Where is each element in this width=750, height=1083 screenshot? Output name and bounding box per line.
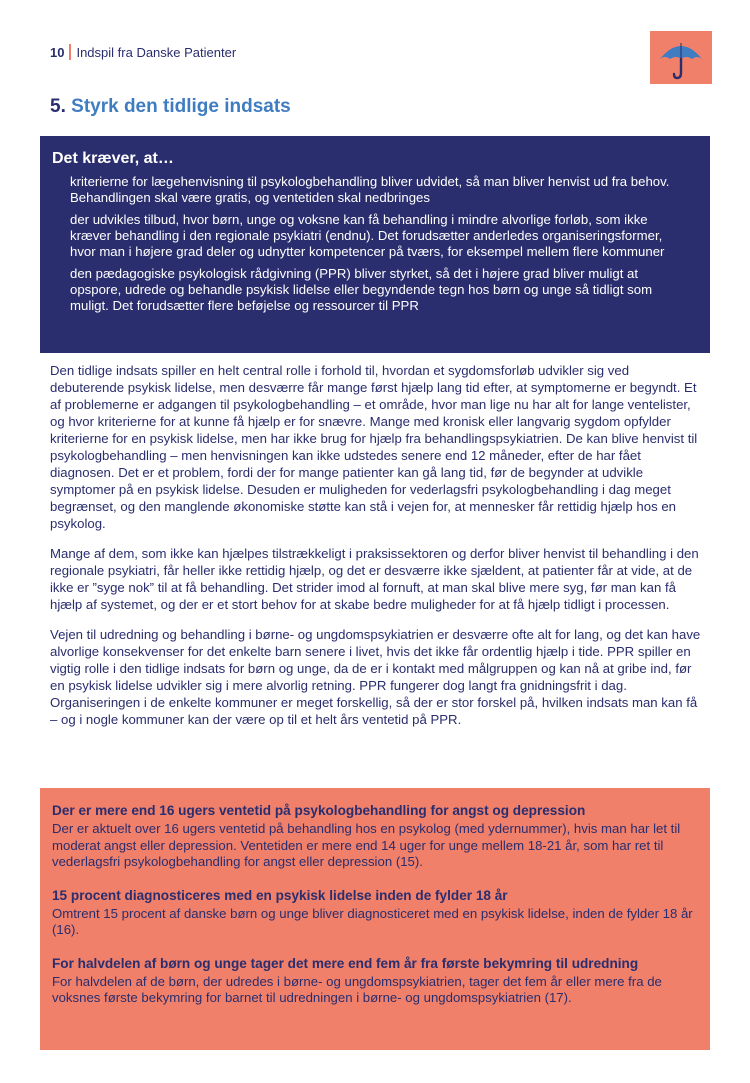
fact-text: Der er aktuelt over 16 ugers ventetid på behandling hos en psykolog (med ydernummer), hvis man har let til moderat angst eller depression. Ventetiden er mere end 14 uger for unge mellem 18-21 år, som har ret til vederlagsfri psykologbehandling for angst eller depression (15).: [52, 821, 681, 869]
demands-item: kriterierne for lægehenvisning til psykologbehandling bliver udvidet, så man bliver henvist ud fra behov. Behandlingen skal være gratis, og ventetiden skal nedbringes: [70, 174, 670, 205]
fact-text: Omtrent 15 procent af danske børn og unge bliver diagnosticeret med en psykisk lidelse, inden de fylder 18 år (16).: [52, 905, 693, 937]
fact-block: [52, 887, 698, 939]
demands-title: Det kræver, at…: [52, 150, 174, 167]
page-header: [50, 44, 236, 60]
header-title: Indspil fra Danske Patienter: [76, 44, 237, 60]
header-divider: [69, 44, 71, 60]
fact-title: For halvdelen af børn og unge tager det mere end fem år fra første bekymring til udredning: [52, 955, 639, 971]
section-title-text: Styrk den tidlige indsats: [71, 96, 291, 117]
section-icon-box: [650, 31, 712, 84]
section-title: [50, 96, 291, 118]
body-paragraph: Mange af dem, som ikke kan hjælpes tilstrækkeligt i praksissektoren og derfor bliver henvist til behandling i den regionale psykiatri, får heller ikke rettidig hjælp, og det er desværre ikke sjældent, at patienter får at vide, at de ikke er ”syge nok” til at få behandling. Det strider imod al fornuft, at man skal blive mere syg, før man kan få hjælp af systemet, og der er et stort behov for at skabe bedre muligheder for at få hjælp tidligt i processen.: [50, 546, 699, 612]
umbrella-icon: [650, 31, 712, 84]
fact-title: Der er mere end 16 ugers ventetid på psykologbehandling for angst og depression: [52, 803, 586, 818]
section-number: 5.: [50, 96, 66, 117]
fact-block: [52, 955, 698, 1007]
fact-title: 15 procent diagnosticeres med en psykisk lidelse inden de fylder 18 år: [52, 887, 508, 903]
fact-block: [52, 802, 698, 871]
fact-text: For halvdelen af de børn, der udredes i børne- og ungdomspsykiatrien, tager det fem år eller mere fra de voksnes første bekymring for barnet til udredningen i børne- og ungdomspsykiatrien (17).: [52, 973, 662, 1005]
page-number: 10: [50, 44, 65, 60]
facts-box: [40, 788, 710, 1050]
demands-list: [52, 174, 690, 314]
body-paragraph: Den tidlige indsats spiller en helt central rolle i forhold til, hvordan et sygdomsforløb udvikler sig ved debuterende psykisk lidelse, men desværre får mange først hjælp lang tid efter, at symptomerne er begyndt. Et af problemerne er adgangen til psykologbehandling – et område, hvor man lige nu har alt for lange ventelister, og hvor kriterierne for at kunne få hjælp er for snævre. Mange med kronisk eller langvarig sygdom opfylder kriterierne for en psykisk lidelse, men har ikke brug for hjælp fra behandlingspsykiatrien. De kan blive henvist til psykologbehandling – men henvisningen kan ikke udstedes senere end 12 måneder, efter de har fået diagnosen. Det er et problem, fordi der for mange patienter kan gå lang tid, før de begynder at udvikle symptomer på en psykisk lidelse. Desuden er muligheden for vederlagsfri psykologbehandling i dag meget begrænset, og den manglende økonomiske støtte kan stå i vejen for, at mennesker får rettidig hjælp hos en psykolog.: [50, 363, 698, 531]
body-paragraph: Vejen til udredning og behandling i børne- og ungdomspsykiatrien er desværre ofte alt for lang, og det kan have alvorlige konsekvenser for det enkelte barn senere i livet, hvis det ikke får ordentlig hjælp i tide. PPR spiller en vigtig rolle i den tidlige indsats for børn og unge, da de er i kontakt med målgruppen og kan nå at gribe ind, før en psykisk lidelse udvikler sig i mere alvorlig retning. PPR fungerer dog langt fra gnidningsfrit i dag. Organiseringen i de enkelte kommuner er meget forskellig, så der er stor forskel på, hvilken indsats man kan få – og i nogle kommuner kan der være op til et helt års ventetid på PPR.: [50, 627, 701, 727]
demands-item: den pædagogiske psykologisk rådgivning (PPR) bliver styrket, så det i højere grad bliver muligt at opspore, udrede og behandle psykisk lidelse eller begyndende tegn hos børn og unge så tidligt som muligt. Det forudsætter flere beføjelse og ressourcer til PPR: [70, 266, 653, 313]
demands-box: [40, 136, 710, 353]
demands-item: der udvikles tilbud, hvor børn, unge og voksne kan få behandling i mindre alvorlige forløb, som ikke kræver behandling i den regionale psykiatri (endnu). Det forudsætter anderledes organiseringsformer, hvor man i højere grad deler og udnytter kompetencer på tværs, for eksempel mellem flere kommuner: [70, 212, 665, 259]
body-text: [50, 362, 702, 741]
